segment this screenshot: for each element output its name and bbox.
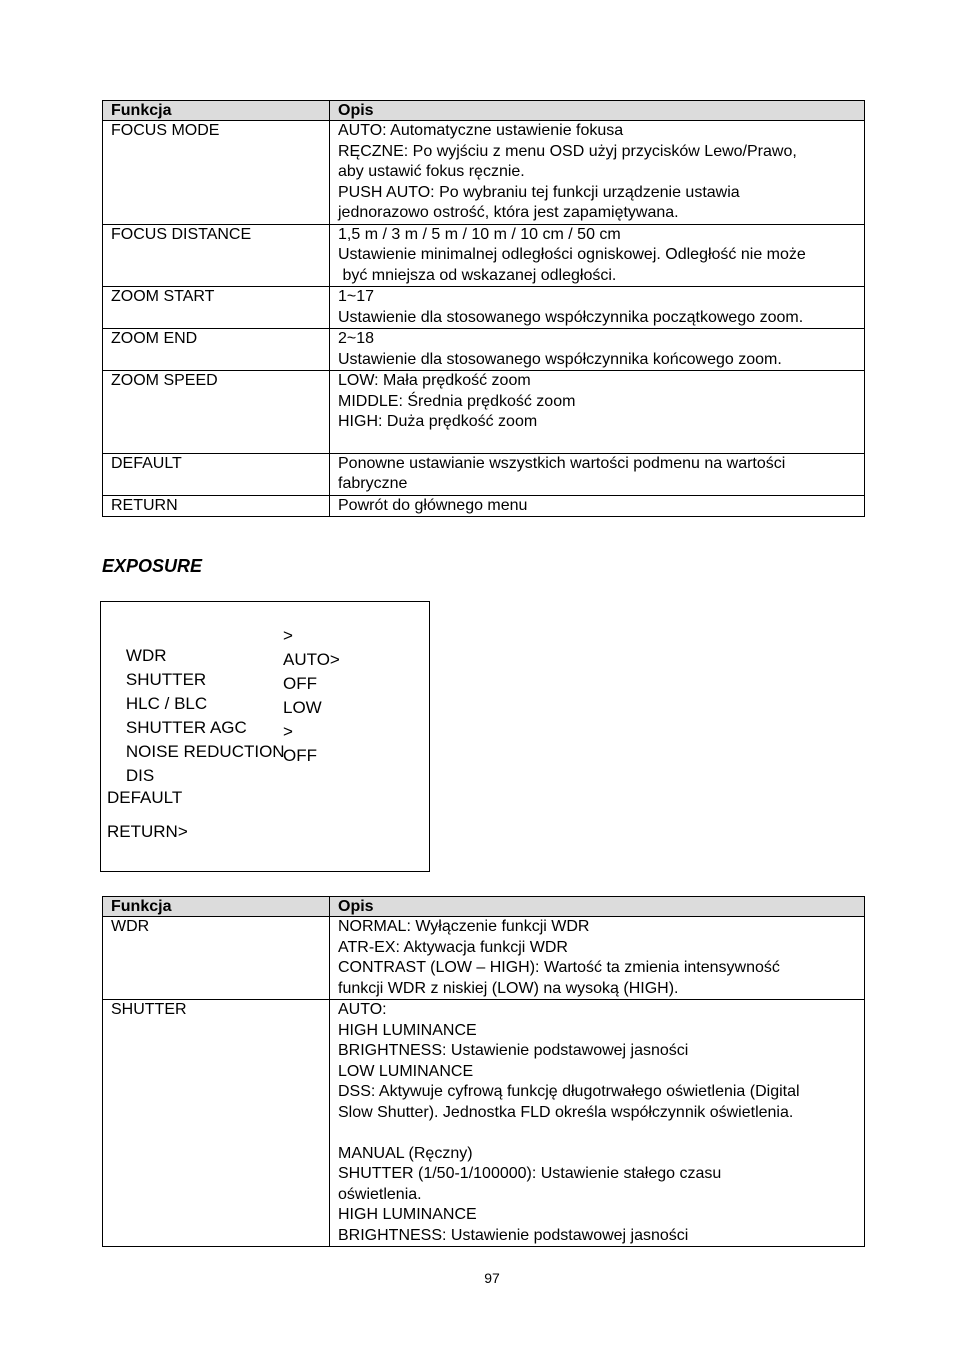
table-row [103, 917, 865, 1000]
function-name: ZOOM START [103, 287, 330, 329]
description-line: aby ustawić fokus ręcznie. [338, 163, 525, 180]
function-description [330, 287, 865, 329]
menu-item-value: > [283, 626, 293, 645]
table-header-row [103, 897, 865, 917]
focus-function-table [102, 100, 865, 517]
description-line: MIDDLE: Średnia prędkość zoom [338, 392, 576, 410]
description-line: HIGH LUMINANCE [338, 1021, 477, 1039]
description-line: DSS: Aktywuje cyfrową funkcję długotrwałego oświetlenia (Digital [338, 1083, 800, 1100]
description-line: LOW LUMINANCE [338, 1062, 474, 1080]
function-name: ZOOM END [103, 329, 330, 371]
header-description: Opis [330, 897, 865, 917]
function-description [330, 121, 865, 225]
description-line: SHUTTER (1/50-1/100000): Ustawienie stałego czasu [338, 1165, 722, 1182]
function-name: DEFAULT [103, 453, 330, 495]
description-line: ATR-EX: Aktywacja funkcji WDR [338, 938, 568, 956]
function-description [330, 453, 865, 495]
osd-menu-box [100, 601, 430, 872]
description-line: HIGH LUMINANCE [338, 1206, 477, 1223]
description-line: CONTRAST (LOW – HIGH): Wartość ta zmienia intensywność [338, 959, 780, 976]
exposure-function-table [102, 896, 865, 1247]
description-line: LOW: Mała prędkość zoom [338, 372, 531, 389]
description-line: RĘCZNE: Po wyjściu z menu OSD użyj przycisków Lewo/Prawo, [338, 142, 797, 160]
menu-item-label: DIS [125, 766, 155, 785]
description-line: 1~17 [338, 288, 375, 305]
description-line: Ustawienie minimalnej odległości ogniskowej. Odległość nie może [338, 246, 806, 263]
description-line: AUTO: Automatyczne ustawienie fokusa [338, 122, 624, 139]
function-name: WDR [103, 917, 330, 1000]
description-line: funkcji WDR z niskiej (LOW) na wysoką (HIGH). [338, 979, 679, 997]
page-number: 97 [484, 1270, 500, 1286]
menu-item-label: SHUTTER AGC [125, 718, 247, 737]
menu-item-label: WDR [125, 646, 167, 665]
description-line: jednorazowo ostrość, która jest zapamiętywana. [338, 204, 679, 221]
description-line: 2~18 [338, 330, 375, 347]
description-line: BRIGHTNESS: Ustawienie podstawowej jasności [338, 1042, 689, 1059]
function-name: RETURN [103, 495, 330, 517]
description-line: fabryczne [338, 475, 408, 492]
header-description: Opis [330, 101, 865, 121]
table-row [103, 121, 865, 225]
menu-item-value: AUTO> [283, 650, 340, 669]
description-line: Ustawienie dla stosowanego współczynnika początkowego zoom. [338, 308, 804, 326]
menu-item-value: > [283, 722, 293, 741]
menu-item-value: OFF [283, 746, 317, 765]
function-description [330, 371, 865, 454]
description-line: być mniejsza od wskazanej odległości. [338, 266, 617, 284]
function-name: FOCUS MODE [103, 121, 330, 225]
function-description [330, 1000, 865, 1247]
function-name: FOCUS DISTANCE [103, 224, 330, 287]
description-line-blank [338, 1123, 860, 1144]
menu-item-label: NOISE REDUCTION [125, 742, 285, 761]
table-row [103, 371, 865, 454]
menu-item-value: LOW [283, 698, 322, 717]
function-name: ZOOM SPEED [103, 371, 330, 454]
table-row [103, 329, 865, 371]
section-title: EXPOSURE [102, 556, 203, 576]
menu-item-default: DEFAULT [107, 788, 183, 807]
description-line: BRIGHTNESS: Ustawienie podstawowej jasności [338, 1226, 689, 1244]
table-row [103, 1000, 865, 1247]
description-line: NORMAL: Wyłączenie funkcji WDR [338, 918, 590, 935]
description-line: Ustawienie dla stosowanego współczynnika końcowego zoom. [338, 350, 782, 368]
function-description [330, 495, 865, 517]
description-line: Ponowne ustawianie wszystkich wartości podmenu na wartości [338, 454, 786, 472]
function-name: SHUTTER [103, 1000, 330, 1247]
description-line: 1,5 m / 3 m / 5 m / 10 m / 10 cm / 50 cm [338, 225, 621, 243]
description-line: HIGH: Duża prędkość zoom [338, 413, 538, 430]
description-line: AUTO: [338, 1001, 387, 1018]
function-description [330, 329, 865, 371]
menu-item-label: SHUTTER [125, 670, 207, 689]
function-description [330, 224, 865, 287]
header-function: Funkcja [103, 101, 330, 121]
description-line: MANUAL (Ręczny) [338, 1144, 473, 1162]
menu-item-label: HLC / BLC [125, 694, 208, 713]
description-line: oświetlenia. [338, 1185, 422, 1203]
description-line: Slow Shutter). Jednostka FLD określa współczynnik oświetlenia. [338, 1103, 794, 1121]
table-row [103, 224, 865, 287]
table-row [103, 287, 865, 329]
table-header-row [103, 101, 865, 121]
description-line: PUSH AUTO: Po wybraniu tej funkcji urządzenie ustawia [338, 183, 740, 201]
table-row [103, 453, 865, 495]
description-line: Powrót do głównego menu [338, 496, 528, 514]
menu-item-value: OFF [283, 674, 317, 693]
header-function: Funkcja [103, 897, 330, 917]
function-description [330, 917, 865, 1000]
table-row [103, 495, 865, 517]
menu-item-return: RETURN> [107, 822, 188, 841]
